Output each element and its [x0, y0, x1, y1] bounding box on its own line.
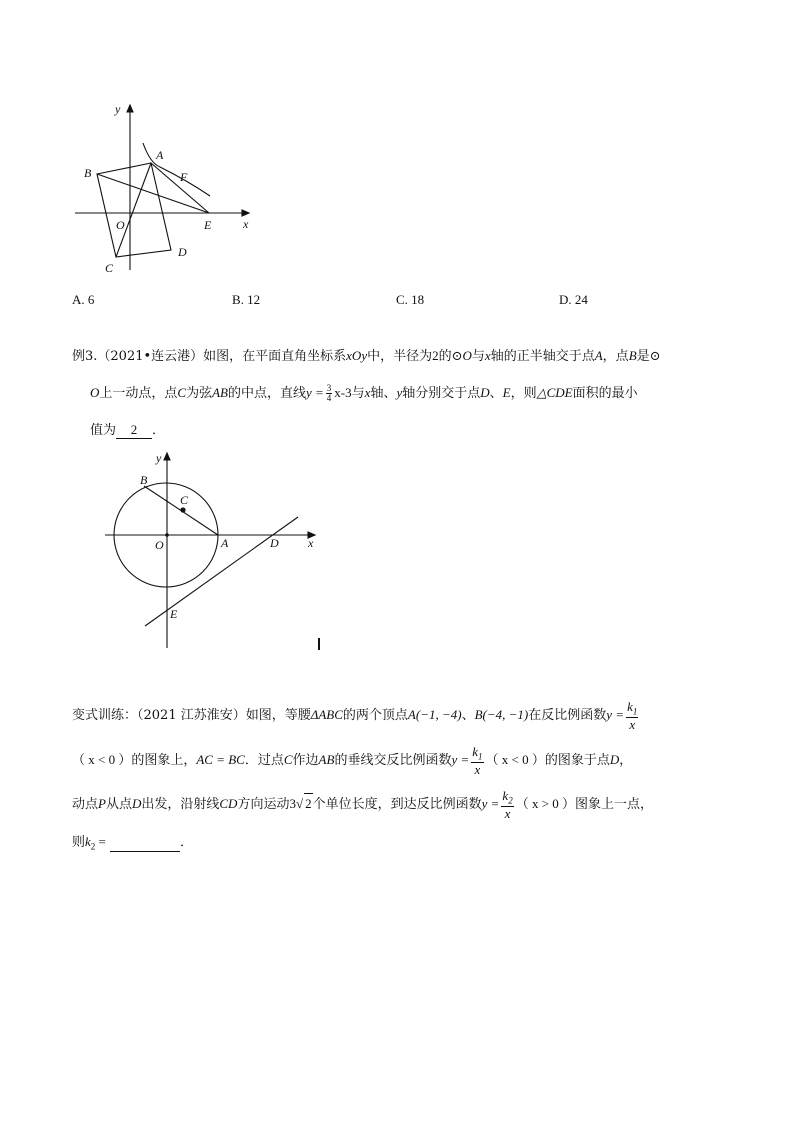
label-c: C [105, 261, 114, 275]
variant-line1: 变式训练：（2021 江苏淮安）如图，等腰ΔABC的两个顶点A(−1, −4)、B(−4, −1)在反比例函数y = $\frac{k_1}{x}$ [72, 699, 638, 732]
fraction-three-quarters: $\frac{3}{4}$ [326, 383, 332, 403]
variant-line4: 则$k_2$ = ． [72, 834, 194, 852]
label-o: O [155, 538, 164, 552]
label-b: B [84, 166, 92, 180]
label-d: D [178, 245, 187, 259]
x-axis-arrow [242, 210, 249, 216]
choice-c: C. 18 [396, 292, 425, 307]
choice-a: A. 6 [72, 292, 95, 307]
answer-choices [72, 292, 632, 310]
sqrt-symbol: √ [295, 795, 304, 811]
line-de [145, 517, 298, 626]
variant-line3: 动点P从点D出发，沿射线CD方向运动3√ 2个单位长度，到达反比例函数y = $\frac{k_2}{x}$ （ x > 0 ）图象上一点， [72, 788, 654, 821]
label-a: A [221, 536, 229, 550]
y-axis-arrow [127, 105, 133, 112]
example3-line3: 值为 2 ． [90, 422, 166, 438]
label-x: x [308, 536, 314, 550]
figure-2-diagram [100, 450, 330, 650]
label-d: D [270, 536, 279, 550]
label-y: y [156, 451, 162, 465]
answer-blank: 2 [116, 422, 152, 439]
label-c: C [180, 493, 189, 507]
fraction-k1-over-x-2: $\frac{k_1}{x}$ [472, 744, 483, 777]
figure-1-diagram [60, 95, 270, 280]
variant-line2: （ x < 0 ）的图象上，AC = BC．过点C作边AB的垂线交反比例函数y = $\frac{k_1}{x}$ （ x < 0 ）的图象于点D， [72, 744, 633, 777]
label-e: E [204, 218, 212, 232]
label-a: A [156, 148, 164, 162]
point-c [180, 507, 185, 512]
label-e: E [170, 607, 178, 621]
segment-ca [116, 163, 151, 257]
answer-blank-k2 [110, 835, 180, 852]
label-o: O [116, 218, 125, 232]
fraction-k1-over-x: $\frac{k_1}{x}$ [627, 699, 638, 732]
choice-b: B. 12 [232, 292, 261, 307]
label-x: x [243, 217, 249, 231]
example3-line1: 例3.（2021•连云港）如图，在平面直角坐标系xOy中，半径为2的⊙O与x轴的正半轴交于点A，点B是⊙ [72, 348, 661, 364]
y-axis-arrow [164, 453, 170, 460]
label-y: y [115, 102, 121, 116]
label-b: B [140, 473, 148, 487]
fraction-k2-over-x: $\frac{k_2}{x}$ [502, 788, 513, 821]
segment-be [97, 174, 209, 213]
choice-d: D. 24 [559, 292, 588, 307]
example3-line2: O上一动点，点C为弦AB的中点，直线y = $\frac{3}{4}$ x-3与x轴、y轴分别交于点D、E，则△CDE面积的最小 [90, 383, 638, 403]
point-o [165, 533, 169, 537]
text-cursor [318, 638, 320, 650]
label-f: F [180, 170, 188, 184]
